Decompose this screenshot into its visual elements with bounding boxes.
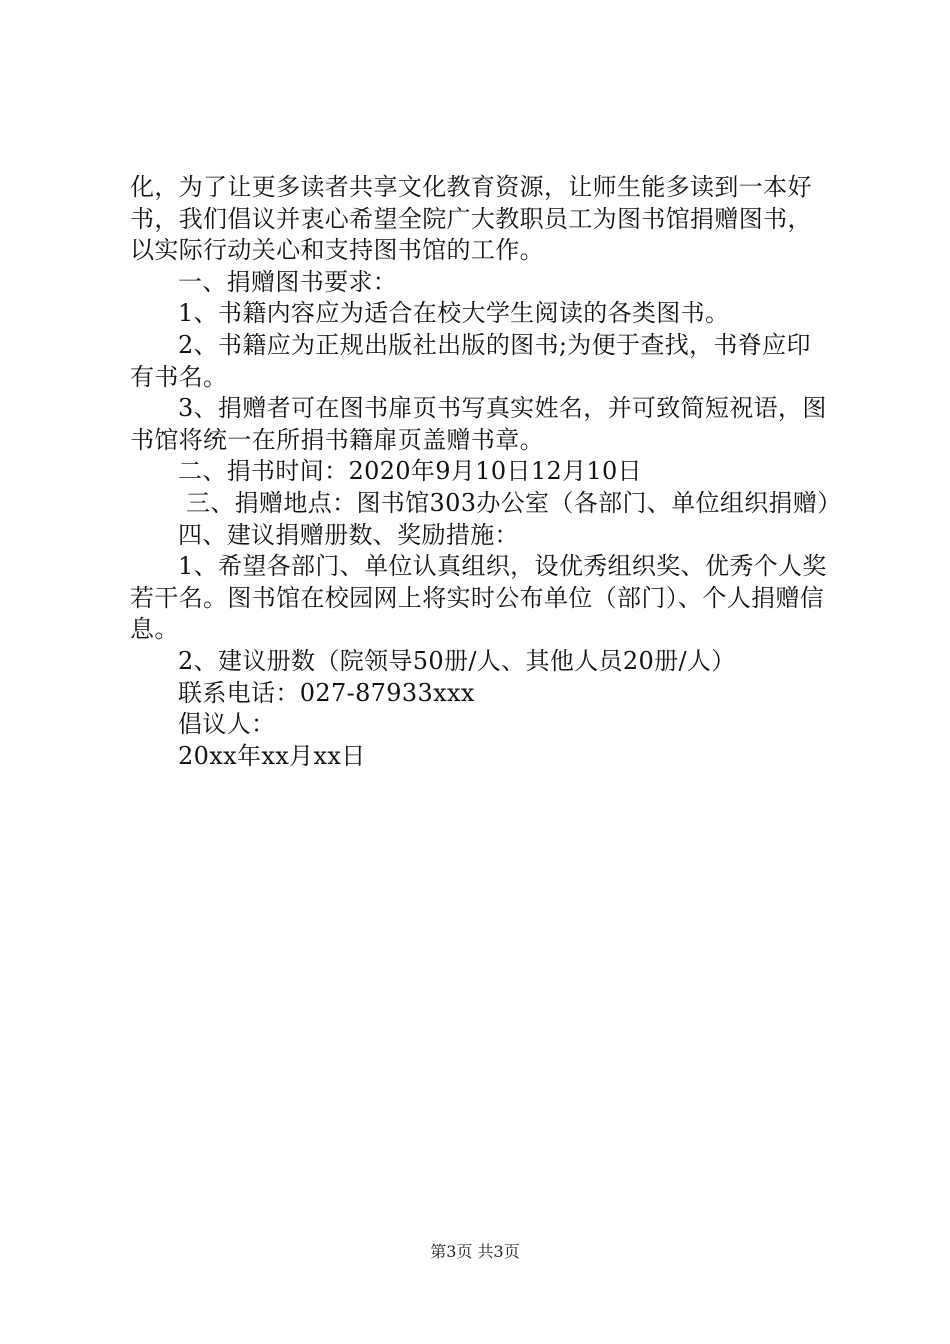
paragraph-intro-continuation: 化，为了让更多读者共享文化教育资源，让师生能多读到一本好书，我们倡议并衷心希望全院广大教职员工为图书馆捐赠图书，以实际行动关心和支持图书馆的工作。 [130,173,812,265]
contact-phone: 联系电话：027-87933xxx [178,678,475,707]
requirement-item-3: 3、捐赠者可在图书扉页书写真实姓名，并可致简短祝语，图书馆将统一在所捐书籍扉页盖赠书章。 [130,394,827,454]
signature-date: 20xx年xx月xx日 [178,741,366,770]
page-footer: 第3页 共3页 [430,1242,520,1261]
reward-item-1: 1、希望各部门、单位认真组织，设优秀组织奖、优秀个人奖若干名。图书馆在校园网上将实时公布单位（部门）、个人捐赠信息。 [130,552,827,644]
requirement-item-2: 2、书籍应为正规出版社出版的图书;为便于查找，书脊应印有书名。 [130,330,811,391]
reward-item-2: 2、建议册数（院领导50册/人、其他人员20册/人） [178,646,736,675]
initiator-label: 倡议人： [178,710,276,739]
section-heading-quantity-rewards: 四、建议捐赠册数、奖励措施： [178,520,519,549]
section-heading-donation-time: 二、捐书时间：2020年9月10日12月10日 [178,457,643,486]
requirement-item-1: 1、书籍内容应为适合在校大学生阅读的各类图书。 [178,299,730,328]
section-heading-donation-location: 三、捐赠地点：图书馆303办公室（各部门、单位组织捐赠） [186,488,842,517]
section-heading-requirements: 一、捐赠图书要求： [178,267,398,296]
document-body [130,172,842,772]
